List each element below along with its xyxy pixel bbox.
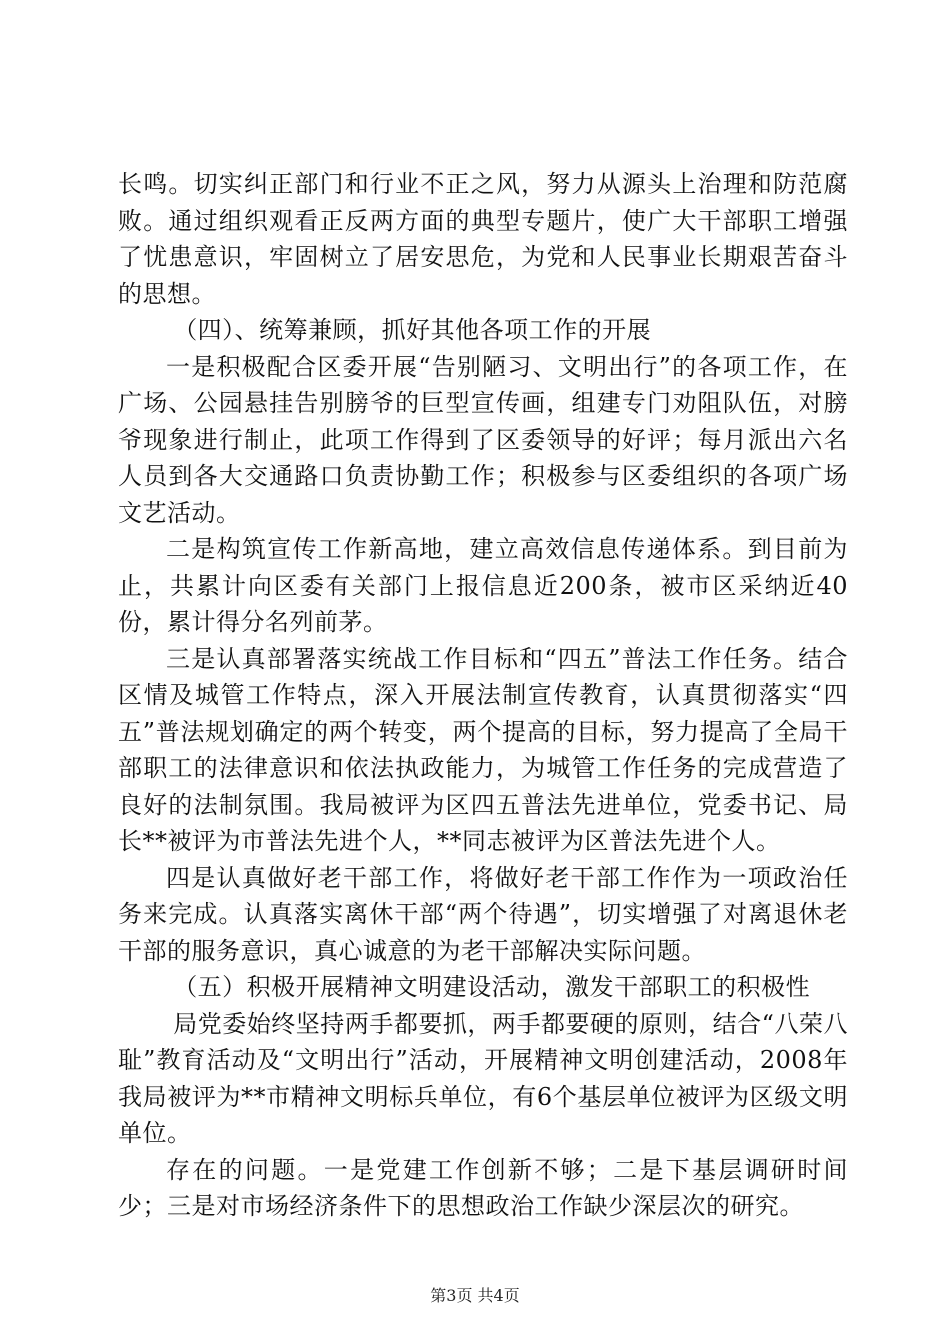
paragraph-item-3: 三是认真部署落实统战工作目标和“四五”普法工作任务。结合区情及城管工作特点，深入开展法制宣传教育，认真贯彻落实“四五”普法规划确定的两个转变，两个提高的目标，努力提高了全局干部职工的法律意识和依法执政能力，为城管工作任务的完成营造了良好的法制氛围。我局被评为区四五普法先进单位，党委书记、局长**被评为市普法先进个人，**同志被评为区普法先进个人。 <box>118 644 848 855</box>
paragraph-item-4: 四是认真做好老干部工作，将做好老干部工作作为一项政治任务来完成。认真落实离休干部“两个待遇”，切实增强了对离退休老干部的服务意识，真心诚意的为老干部解决实际问题。 <box>118 863 848 965</box>
page-footer: 第3页 共4页 <box>430 1286 520 1305</box>
section-heading-4: （四）、统筹兼顾，抓好其他各项工作的开展 <box>173 316 652 344</box>
paragraph-civilization: 局党委始终坚持两手都要抓，两手都要硬的原则，结合“八荣八耻”教育活动及“文明出行”活动，开展精神文明创建活动，2008年我局被评为**市精神文明标兵单位，有6个基层单位被评为区级文明单位。 <box>118 1009 848 1147</box>
document-body <box>118 166 848 1225</box>
section-heading-5: （五）积极开展精神文明建设活动，激发干部职工的积极性 <box>173 973 811 1001</box>
paragraph-continuation: 长鸣。切实纠正部门和行业不正之风，努力从源头上治理和防范腐败。通过组织观看正反两方面的典型专题片，使广大干部职工增强了忧患意识，牢固树立了居安思危，为党和人民事业长期艰苦奋斗的思想。 <box>118 170 848 308</box>
paragraph-item-2: 二是构筑宣传工作新高地，建立高效信息传递体系。到目前为止，共累计向区委有关部门上报信息近200条，被市区采纳近40份，累计得分名列前茅。 <box>118 535 848 636</box>
paragraph-problems: 存在的问题。一是党建工作创新不够；二是下基层调研时间少；三是对市场经济条件下的思想政治工作缺少深层次的研究。 <box>118 1155 848 1220</box>
paragraph-item-1: 一是积极配合区委开展“告别陋习、文明出行”的各项工作，在广场、公园悬挂告别膀爷的巨型宣传画，组建专门劝阻队伍，对膀爷现象进行制止，此项工作得到了区委领导的好评；每月派出六名人员到各大交通路口负责协勤工作；积极参与区委组织的各项广场文艺活动。 <box>118 352 848 527</box>
